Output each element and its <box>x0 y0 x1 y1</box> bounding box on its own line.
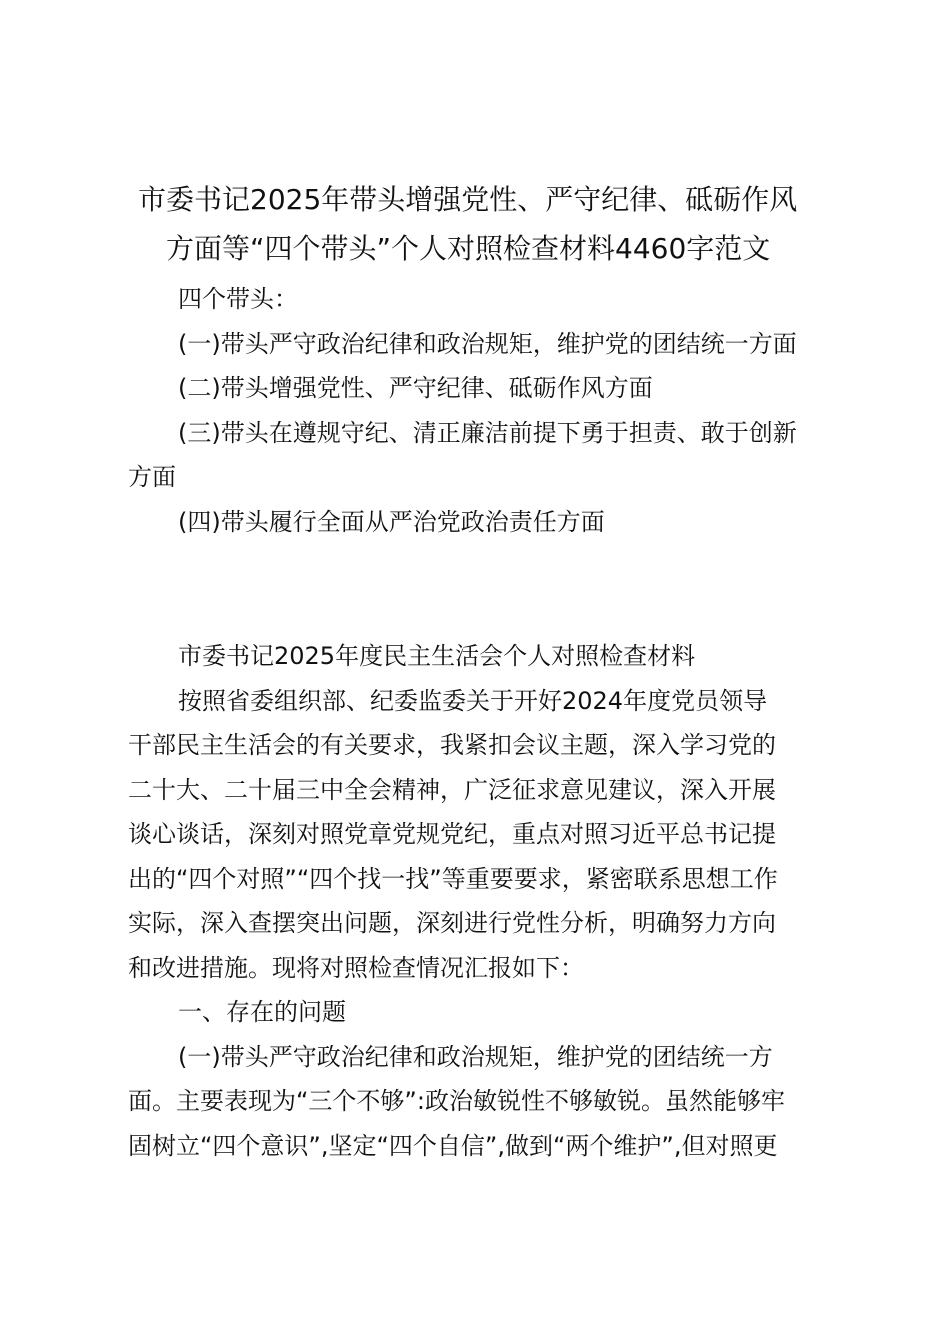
section-heading: 一、存在的问题 <box>178 998 346 1026</box>
document-title-line-2: 方面等“四个带头”个人对照检查材料4460字范文 <box>166 232 771 265</box>
paragraph-line: 干部民主生活会的有关要求，我紧扣会议主题，深入学习党的 <box>128 731 776 759</box>
paragraph-line: 出的“四个对照”“四个找一找”等重要要求，紧密联系思想工作 <box>128 865 778 893</box>
document-subtitle: 市委书记2025年度民主生活会个人对照检查材料 <box>178 642 696 670</box>
paragraph-line: 和改进措施。现将对照检查情况汇报如下： <box>128 954 584 982</box>
paragraph-line: 实际，深入查摆突出问题，深刻进行党性分析，明确努力方向 <box>128 909 776 937</box>
document-title-line-1: 市委书记2025年带头增强党性、严守纪律、砥砺作风 <box>138 183 798 216</box>
section-line: (一)带头严守政治纪律和政治规矩，维护党的团结统一方 <box>178 1043 773 1071</box>
paragraph-line: 谈心谈话，深刻对照党章党规党纪，重点对照习近平总书记提 <box>128 820 776 848</box>
list-item: (三)带头在遵规守纪、清正廉洁前提下勇于担责、敢于创新 <box>178 419 797 447</box>
paragraph-line: 二十大、二十届三中全会精神，广泛征求意见建议，深入开展 <box>128 776 776 804</box>
intro-label: 四个带头： <box>178 285 298 313</box>
list-item: (四)带头履行全面从严治党政治责任方面 <box>178 508 605 536</box>
paragraph-line: 按照省委组织部、纪委监委关于开好2024年度党员领导 <box>178 687 768 715</box>
list-item-continuation: 方面 <box>128 463 176 491</box>
list-item: (一)带头严守政治纪律和政治规矩，维护党的团结统一方面 <box>178 330 797 358</box>
section-line: 面。主要表现为“三个不够”:政治敏锐性不够敏锐。虽然能够牢 <box>128 1087 785 1115</box>
list-item: (二)带头增强党性、严守纪律、砥砺作风方面 <box>178 374 653 402</box>
section-line: 固树立“四个意识”,坚定“四个自信”,做到“两个维护”,但对照更 <box>128 1132 778 1160</box>
